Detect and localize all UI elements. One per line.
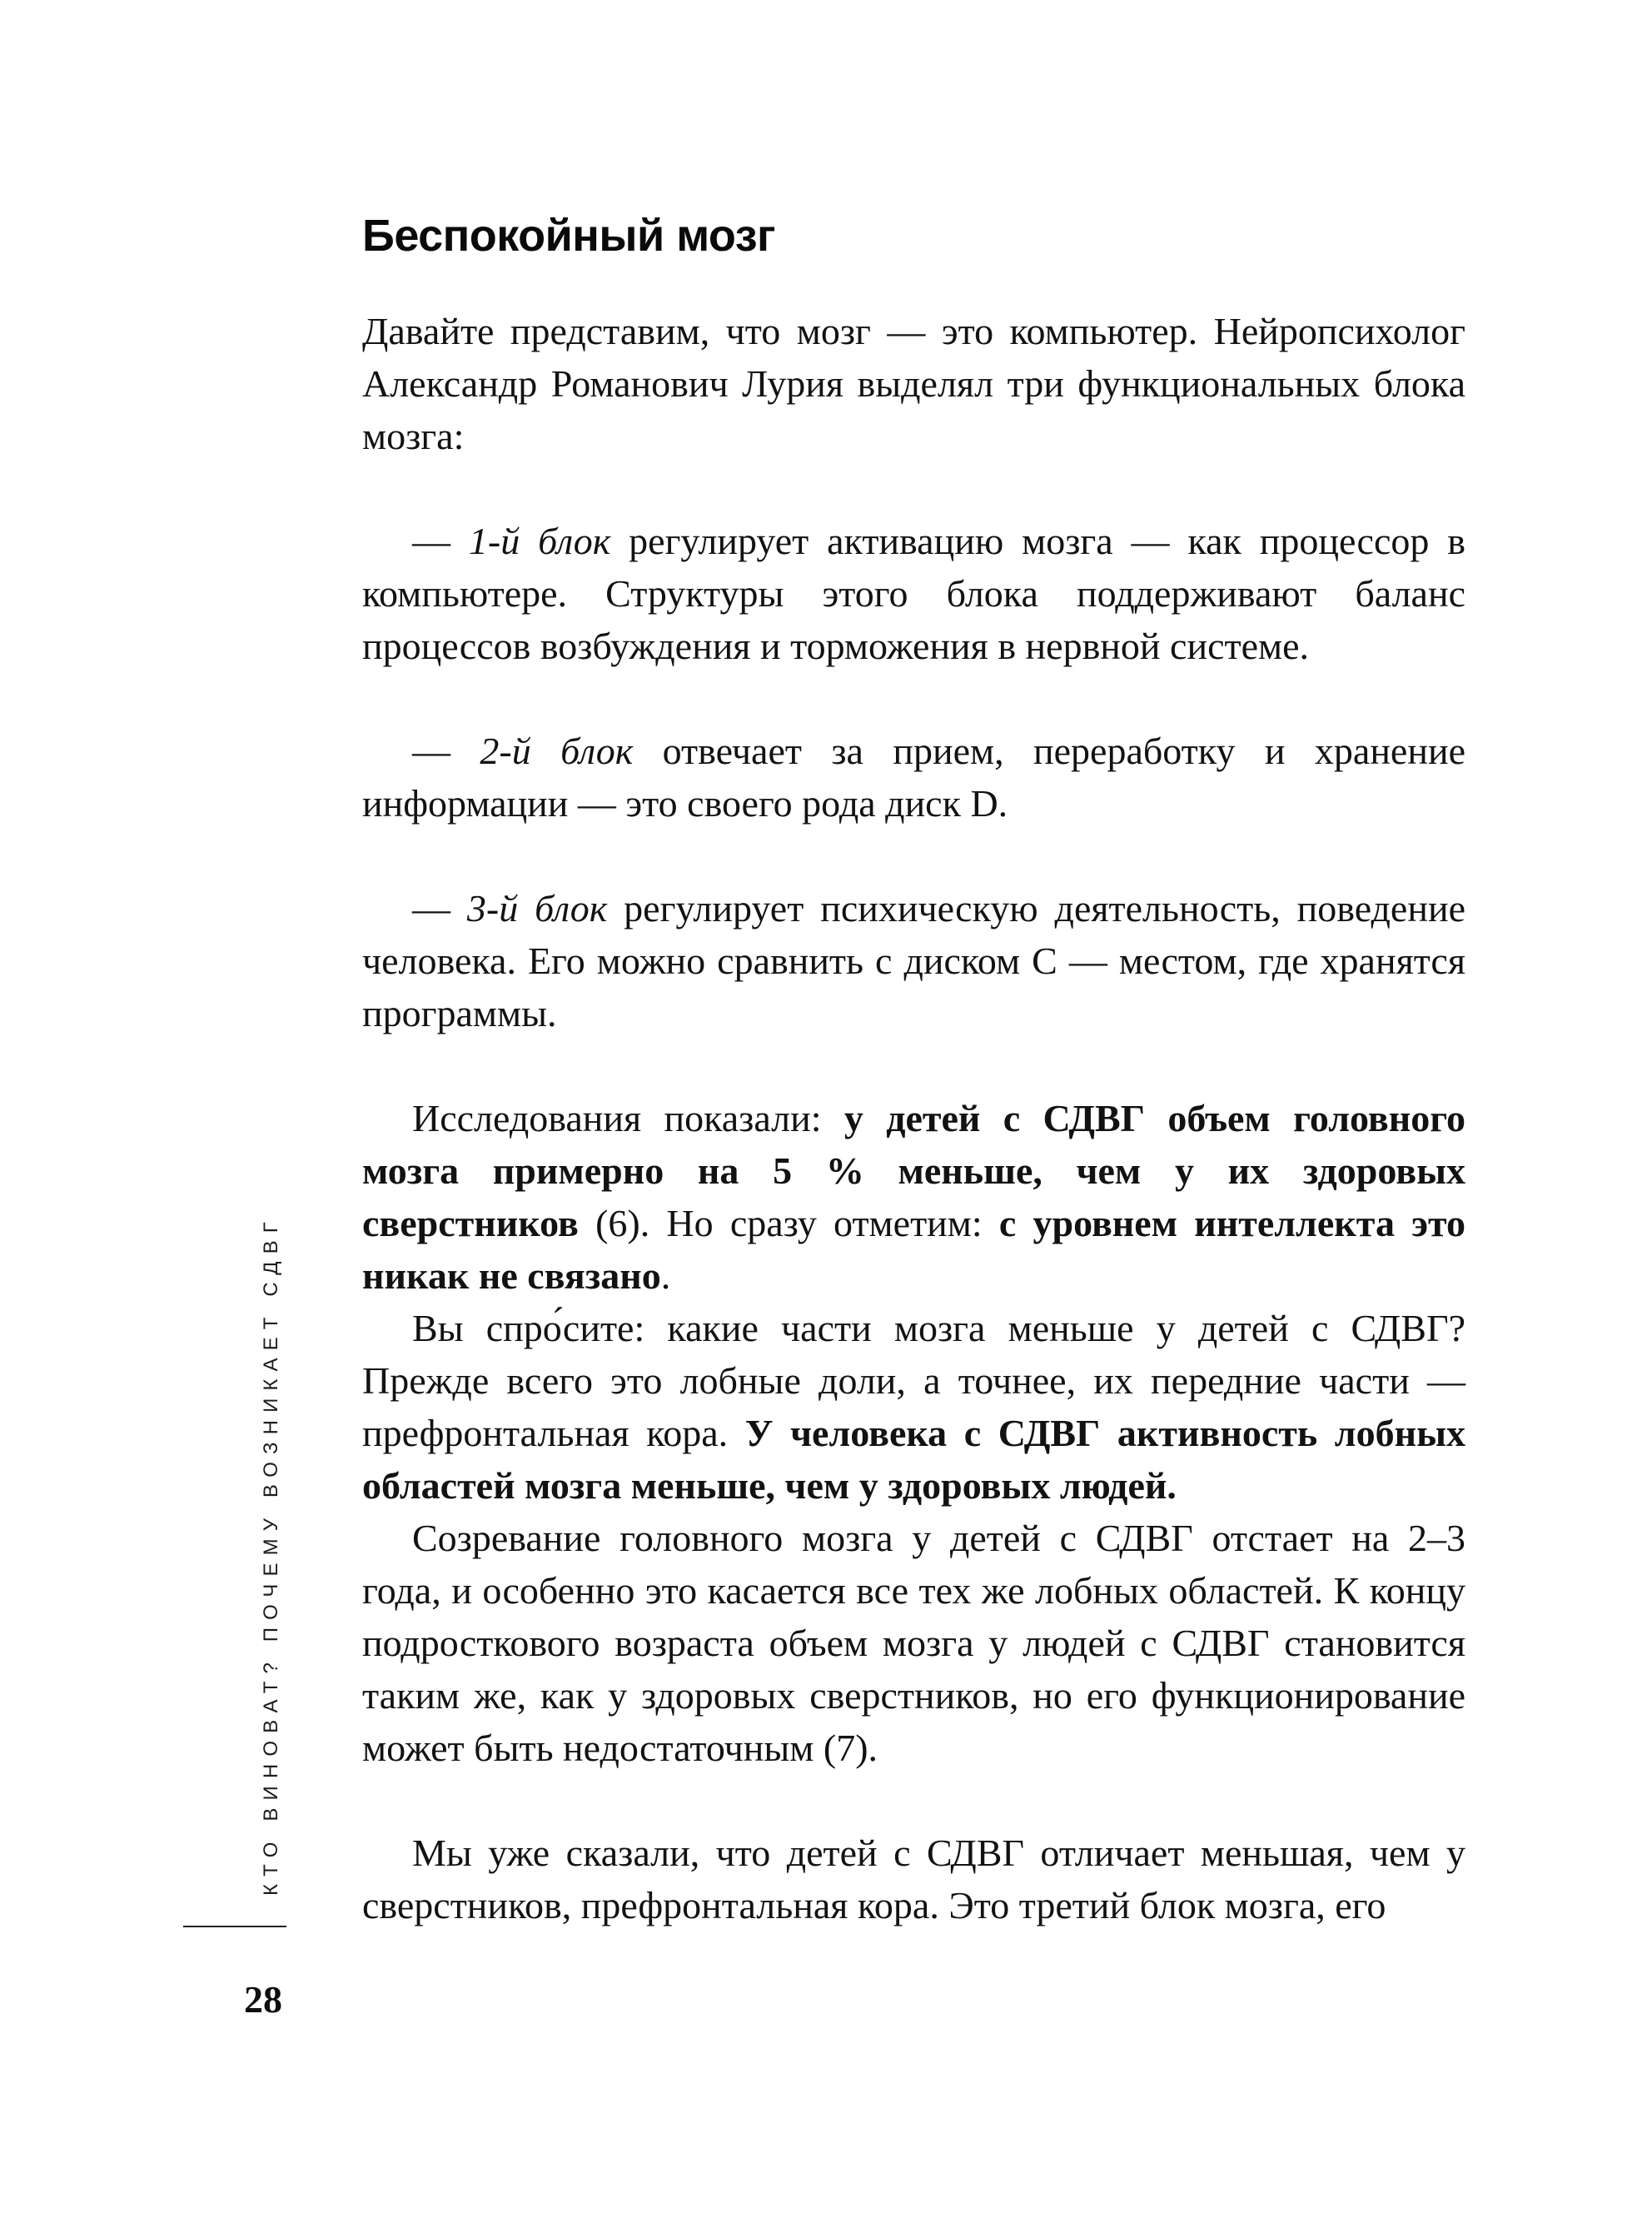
section-heading: Беспокойный мозг bbox=[362, 211, 776, 261]
text-run: Давайте представим, что мозг — это компьютер. Нейропсихолог Александр Романович Лурия выделял три функциональных блока мозга: bbox=[362, 310, 1465, 457]
body-paragraphs bbox=[362, 305, 1465, 1931]
paragraph bbox=[362, 515, 1465, 672]
text-run: регулирует активацию мозга — как процессор в компьютере. Структуры этого блока поддерживают баланс процессов возбуждения и торможения в нервной системе. bbox=[362, 520, 1466, 667]
paragraph bbox=[362, 1092, 1465, 1302]
italic-run: 2-й блок bbox=[480, 730, 634, 772]
text-run: (6). Но сразу отметим: bbox=[578, 1202, 999, 1244]
paragraph bbox=[362, 1302, 1465, 1512]
running-title-container bbox=[260, 1214, 296, 1896]
text-run: — bbox=[412, 520, 469, 562]
paragraph bbox=[362, 1827, 1465, 1931]
paragraph bbox=[362, 882, 1465, 1039]
text-run: — bbox=[412, 730, 480, 772]
text-run: Мы уже сказали, что детей с СДВГ отличает меньшая, чем у сверстников, префронтальная кора. Это третий блок мозга, его bbox=[362, 1832, 1465, 1926]
page-number: 28 bbox=[244, 1978, 282, 2021]
bold-run: у детей с СДВГ объем головного мозга примерно на 5 % меньше, чем у их здоровых сверстников bbox=[362, 1097, 1465, 1244]
italic-run: 3-й блок bbox=[466, 887, 608, 930]
paragraph bbox=[362, 1512, 1465, 1774]
text-run: Вы спро́сите: какие части мозга меньше у детей с СДВГ? Прежде всего это лобные доли, а точнее, их передние части — префронтальная кора. bbox=[362, 1307, 1465, 1454]
paragraph bbox=[362, 305, 1465, 462]
bold-run: с уровнем интеллекта это никак не связано bbox=[362, 1202, 1466, 1297]
text-run: — bbox=[412, 887, 467, 930]
bold-run: У человека с СДВГ активность лобных областей мозга меньше, чем у здоровых людей. bbox=[362, 1412, 1465, 1507]
text-run: Созревание головного мозга у детей с СДВГ отстает на 2–3 года, и особенно это касается все тех же лобных областей. К концу подросткового возраста объем мозга у людей с СДВГ становится таким же, как у здоровых сверстников, но его функционирование может быть недостаточным (7). bbox=[362, 1517, 1465, 1769]
paragraph bbox=[362, 725, 1465, 830]
text-run: . bbox=[660, 1254, 671, 1297]
running-title-vertical-text: КТО ВИНОВАТ? ПОЧЕМУ ВОЗНИКАЕТ СДВГ bbox=[260, 1214, 282, 1896]
footer-rule-divider bbox=[183, 1926, 286, 1927]
text-run: регулирует психическую деятельность, поведение человека. Его можно сравнить с диском C — местом, где хранятся программы. bbox=[362, 887, 1466, 1034]
text-run: отвечает за прием, переработку и хранение информации — это своего рода диск D. bbox=[362, 730, 1466, 825]
italic-run: 1-й блок bbox=[468, 520, 611, 562]
text-run: Исследования показали: bbox=[412, 1097, 844, 1139]
text-column bbox=[362, 210, 1465, 1931]
